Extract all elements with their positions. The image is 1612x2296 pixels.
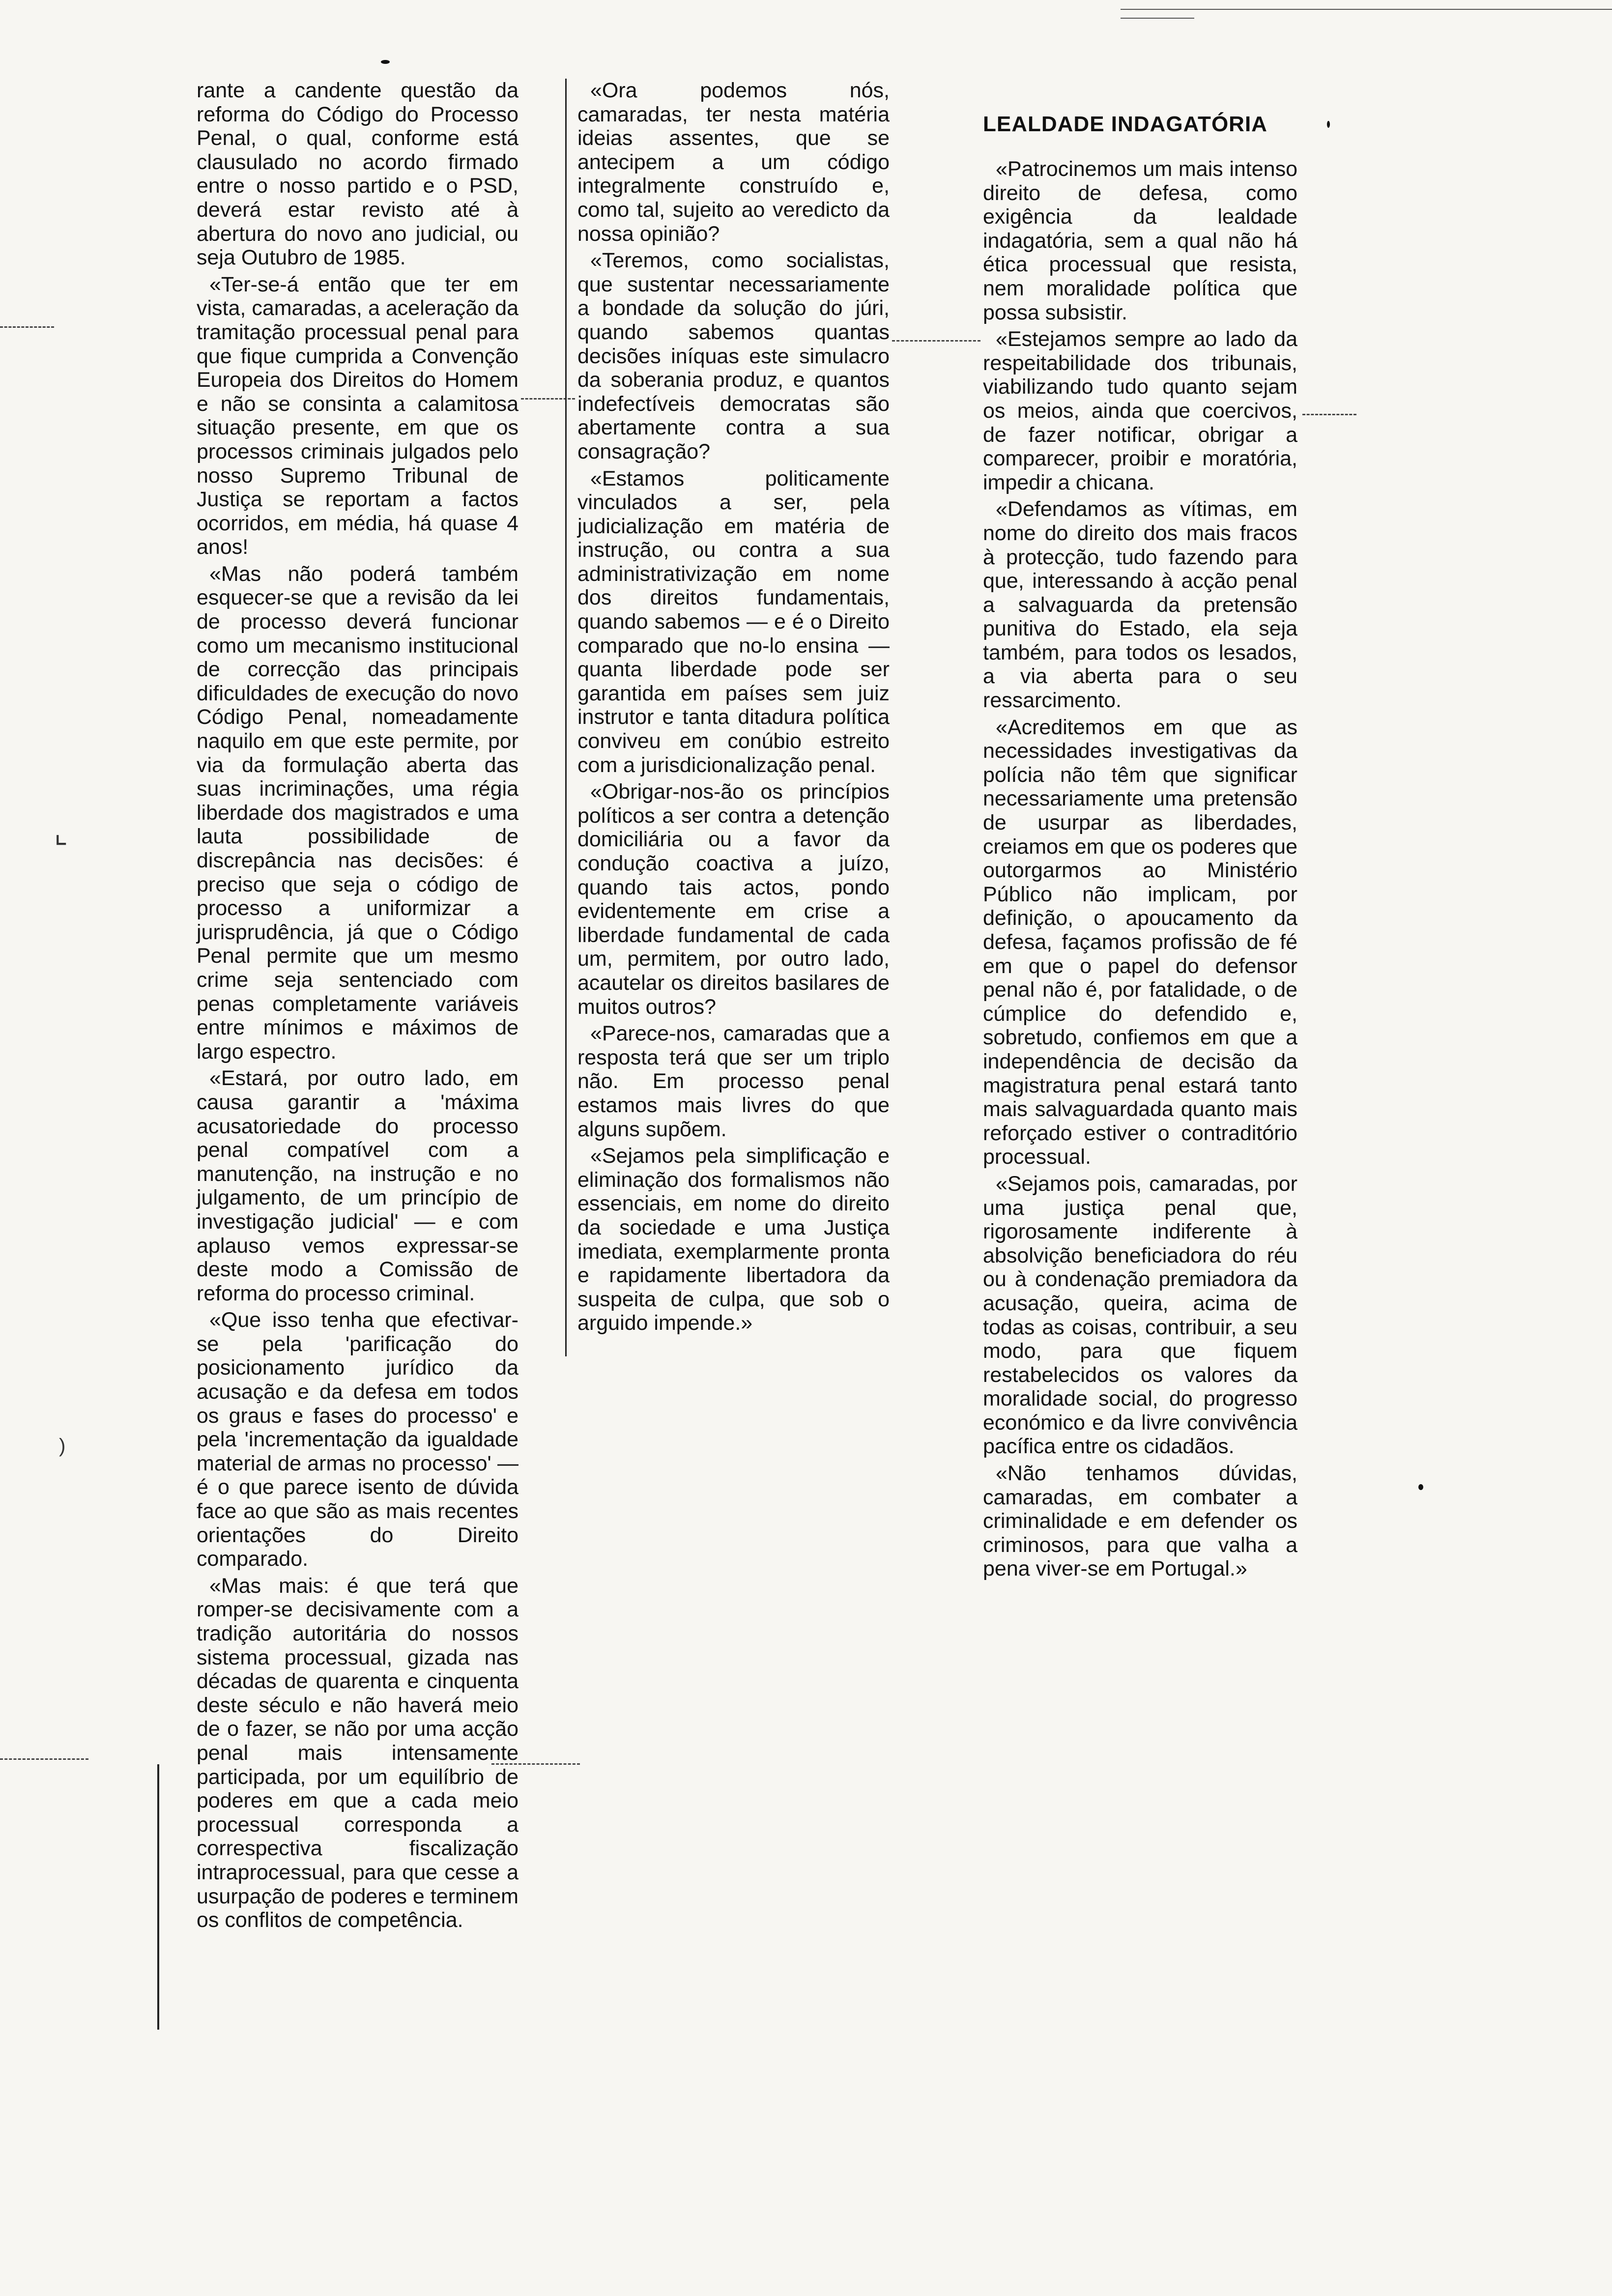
fold-mark-left-lower <box>0 1758 88 1760</box>
paragraph: «Teremos, como socialistas, que sustentar necessariamente a bondade da solução do júri, quando sabemos quantas decisões iníquas este simulacro da soberania produz, e quantos indefectíveis democratas são abertamente contra a sua consagração? <box>577 249 890 463</box>
paragraph: rante a candente questão da reforma do Código do Processo Penal, o qual, conforme está clausulado no acordo firmado entre o nosso partido e o PSD, deverá estar revisto até à abertura do novo ano judicial, ou seja Outubro de 1985. <box>197 79 518 270</box>
paragraph: «Ora podemos nós, camaradas, ter nesta matéria ideias assentes, que se antecipem a um código integralmente construído e, como tal, sujeito ao veredicto da nossa opinião? <box>577 79 890 246</box>
column-rule-left <box>157 1764 159 2030</box>
paragraph: «Obrigar-nos-ão os princípios políticos a ser contra a detenção domiciliária ou a favor da condução coactiva a juízo, quando tais actos, pondo evidentemente em crise a liberdade fundamental de cada um, permitem, por outro lado, acautelar os direitos basilares de muitos outros? <box>577 780 890 1019</box>
paragraph: «Sejamos pois, camaradas, por uma justiça penal que, rigorosamente indiferente à absolvição beneficiadora do réu ou à condenação premiadora da acusação, queira, acima de todas as coisas, contribuir, a seu modo, para que fiquem restabelecidos os valores da moralidade social, do progresso económico e da livre convivência pacífica entre os cidadãos. <box>983 1172 1297 1459</box>
article-column-2 <box>577 79 890 1338</box>
paragraph: «Patrocinemos um mais intenso direito de defesa, como exigência da lealdade indagatória, sem a qual não há ética processual que resista, nem moralidade política que possa subsistir. <box>983 157 1297 324</box>
paragraph: «Acreditemos em que as necessidades investigativas da polícia não têm que significar necessariamente uma pretensão de usurpar as liberdades, creiamos em que os poderes que outorgarmos ao Ministério Público não implicam, por definição, o apoucamento da defesa, façamos profissão de fé em que o papel do defensor penal não é, por fatalidade, o de cúmplice do defendido e, sobretudo, confiemos em que a independência de decisão da magistratura penal estará tanto mais salvaguardada quanto mais reforçado estiver o contraditório processual. <box>983 715 1297 1169</box>
top-edge-rule <box>1121 9 1612 10</box>
fold-mark-middle-upper <box>521 398 575 400</box>
paragraph: «Ter-se-á então que ter em vista, camaradas, a aceleração da tramitação processual penal para que fique cumprida a Convenção Europeia dos Direitos do Homem e não se consinta a calamitosa situação presente, em que os processos criminais julgados pelo nosso Supremo Tribunal de Justiça se reportam a factos ocorridos, em média, há quase 4 anos! <box>197 272 518 559</box>
fold-mark-left-upper <box>0 326 54 328</box>
ink-speck-3 <box>381 60 390 64</box>
paren-mark: ) <box>59 1435 66 1457</box>
paragraph: «Estamos politicamente vinculados a ser, pela judicialização em matéria de instrução, ou contra a sua administrativização em nome dos direitos fundamentais, quando sabemos — e é o Direito comparado que no-lo ensina — quanta liberdade pode ser garantida em países sem juiz instrutor e tanta ditadura política conviveu em conúbio estreito com a jurisdicionalização penal. <box>577 466 890 777</box>
fold-mark-middle-2 <box>892 340 980 342</box>
article-column-1 <box>197 79 518 1935</box>
fold-mark-right-upper <box>1302 414 1356 415</box>
ink-speck <box>1418 1484 1423 1490</box>
ink-speck-2 <box>1327 121 1330 128</box>
paragraph: «Sejamos pela simplificação e eliminação dos formalismos não essenciais, em nome do direito da sociedade e uma Justiça imediata, exemplarmente pronta e rapidamente libertadora da suspeita de culpa, que sob o arguido impende.» <box>577 1144 890 1335</box>
paragraph: «Estejamos sempre ao lado da respeitabilidade dos tribunais, viabilizando tudo quanto sejam os meios, ainda que coercivos, de fazer notificar, obrigar a comparecer, proibir e moratória, impedir a chicana. <box>983 327 1297 494</box>
section-heading: LEALDADE INDAGATÓRIA <box>983 112 1267 136</box>
paragraph: «Estará, por outro lado, em causa garantir a 'máxima acusatoriedade do processo penal compatível com a manutenção, na instrução e no julgamento, de um princípio de investigação judicial' — e com aplauso vemos expressar-se deste modo a Comissão de reforma do processo criminal. <box>197 1066 518 1305</box>
column-rule-middle <box>565 79 567 1356</box>
paragraph: «Defendamos as vítimas, em nome do direito dos mais fracos à protecção, tudo fazendo para que, interessando à acção penal a salvaguarda da pretensão punitiva do Estado, ela seja também, para todos os lesados, a via aberta para o seu ressarcimento. <box>983 497 1297 713</box>
article-column-3 <box>983 157 1297 1584</box>
paragraph: «Parece-nos, camaradas que a resposta terá que ser um triplo não. Em processo penal estamos mais livres do que alguns supõem. <box>577 1022 890 1141</box>
top-edge-rule-short <box>1121 18 1194 19</box>
paragraph: «Mas mais: é que terá que romper-se decisivamente com a tradição autoritária do nossos sistema processual, gizada nas décadas de quarenta e cinquenta deste século e não haverá meio de o fazer, se não por uma acção penal mais intensamente participada, por um equilíbrio de poderes em que a cada meio processual corresponda a correspectiva fiscalização intraprocessual, para que cesse a usurpação de poderes e terminem os conflitos de competência. <box>197 1574 518 1932</box>
corner-mark: ⌞ <box>54 816 68 849</box>
paragraph: «Mas não poderá também esquecer-se que a revisão da lei de processo deverá funcionar como um mecanismo institucional de correcção das principais dificuldades de execução do novo Código Penal, nomeadamente naquilo em que este permite, por via da formulação aberta das suas incriminações, uma régia liberdade dos magistrados e uma lauta possibilidade de discrepância nas decisões: é preciso que seja o código de processo a uniformizar a jurisprudência, já que o Código Penal permite que um mesmo crime seja sentenciado com penas completamente variáveis entre mínimos e máximos de largo espectro. <box>197 562 518 1063</box>
paragraph: «Não tenhamos dúvidas, camaradas, em combater a criminalidade e em defender os criminosos, para que valha a pena viver-se em Portugal.» <box>983 1462 1297 1581</box>
paragraph: «Que isso tenha que efectivar-se pela 'parificação do posicionamento jurídico da acusação e da defesa em todos os graus e fases do processo' e pela 'incrementação da igualdade material de armas no processo' — é o que parece isento de dúvida face ao que são as mais recentes orientações do Direito comparado. <box>197 1308 518 1571</box>
